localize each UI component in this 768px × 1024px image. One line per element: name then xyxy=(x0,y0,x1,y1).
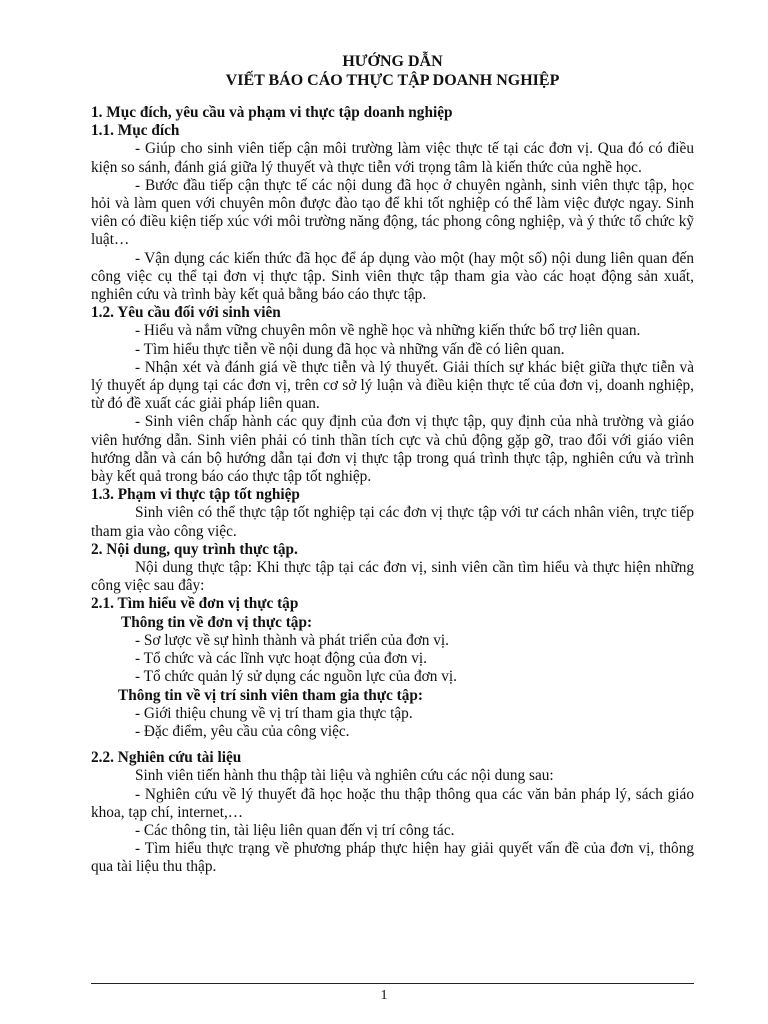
document-body xyxy=(91,52,694,877)
document-title-line1: HƯỚNG DẪN xyxy=(342,53,443,70)
paragraph: - Bước đầu tiếp cận thực tế các nội dung đã học ở chuyên ngành, sinh viên thực tập, học hỏi và làm quen với chuyên môn được đào tạo để khi tốt nghiệp có thể làm việc được ngay. Sinh viên có điều kiện tiếp xúc với môi trường năng động, tác phong công nghiệp, và ý thức tổ chức kỹ luật… xyxy=(91,176,694,249)
list-item: - Sơ lược về sự hình thành và phát triển của đơn vị. xyxy=(135,631,450,649)
paragraph: - Các thông tin, tài liệu liên quan đến vị trí công tác. xyxy=(135,821,455,839)
section-1-1-heading: 1.1. Mục đích xyxy=(91,122,180,140)
spacer xyxy=(91,741,694,749)
section-1-2-heading: 1.2. Yêu cầu đối với sinh viên xyxy=(91,304,281,322)
list-item: - Tổ chức và các lĩnh vực hoạt động của đơn vị. xyxy=(135,650,427,668)
list-item: - Đặc điểm, yêu cầu của công việc. xyxy=(135,722,350,740)
list-item: - Giới thiệu chung về vị trí tham gia thực tập. xyxy=(135,704,413,722)
paragraph: - Vận dụng các kiến thức đã học để áp dụng vào một (hay một số) nội dung liên quan đến công việc cụ thể tại đơn vị thực tập. Sinh viên thực tập tham gia vào các hoạt động sản xuất, nghiên cứu và trình bày kết quả bằng báo cáo thực tập. xyxy=(91,249,694,304)
section-2-heading: 2. Nội dung, quy trình thực tập. xyxy=(91,540,298,558)
paragraph: Sinh viên tiến hành thu thập tài liệu và nghiên cứu các nội dung sau: xyxy=(135,767,554,785)
list-item: - Tổ chức quản lý sử dụng các nguồn lực của đơn vị. xyxy=(135,668,457,686)
page-number: 1 xyxy=(380,988,388,1003)
document-title-line2: VIẾT BÁO CÁO THỰC TẬP DOANH NGHIỆP xyxy=(225,72,560,89)
subheading-position-info: Thông tin về vị trí sinh viên tham gia thực tập: xyxy=(118,686,423,704)
section-1-3-heading: 1.3. Phạm vi thực tập tốt nghiệp xyxy=(91,486,300,504)
footer-divider xyxy=(91,983,694,984)
paragraph: - Hiểu và nắm vững chuyên môn về nghề học và những kiến thức bổ trợ liên quan. xyxy=(135,322,641,340)
paragraph: - Nghiên cứu về lý thuyết đã học hoặc thu thập thông qua các văn bản pháp lý, sách giáo khoa, tạp chí, internet,… xyxy=(91,785,694,821)
subheading-unit-info: Thông tin về đơn vị thực tập: xyxy=(121,613,313,631)
paragraph: - Tìm hiểu thực trạng về phương pháp thực hiện hay giải quyết vấn đề của đơn vị, thông qua tài liệu thu thập. xyxy=(91,840,694,876)
paragraph: - Nhận xét và đánh giá về thực tiễn và lý thuyết. Giải thích sự khác biệt giữa thực tiễn và lý thuyết áp dụng tại các đơn vị, trên cơ sở lý luận và điều kiện thực tế của đơn vị, doanh nghiệp, từ đó đề xuất các giải pháp liên quan. xyxy=(91,358,694,413)
title-gap xyxy=(91,90,694,104)
paragraph: - Giúp cho sinh viên tiếp cận môi trường làm việc thực tế tại các đơn vị. Qua đó có điều kiện so sánh, đánh giá giữa lý thuyết và thực tiễn với trọng tâm là kiến thức của nghề học. xyxy=(91,140,694,176)
paragraph: Nội dung thực tập: Khi thực tập tại các đơn vị, sinh viên cần tìm hiểu và thực hiện những công việc sau đây: xyxy=(91,559,694,595)
section-2-2-heading: 2.2. Nghiên cứu tài liệu xyxy=(91,749,242,767)
paragraph: - Tìm hiểu thực tiễn về nội dung đã học và những vấn đề có liên quan. xyxy=(135,340,565,358)
section-1-heading: 1. Mục đích, yêu cầu và phạm vi thực tập doanh nghiệp xyxy=(91,104,453,121)
paragraph: Sinh viên có thể thực tập tốt nghiệp tại các đơn vị thực tập với tư cách nhân viên, trực tiếp tham gia vào công việc. xyxy=(91,504,694,540)
paragraph: - Sinh viên chấp hành các quy định của đơn vị thực tập, quy định của nhà trường và giáo viên hướng dẫn. Sinh viên phải có tinh thần tích cực và chủ động gặp gỡ, trao đổi với giáo viên hướng dẫn và cán bộ hướng dẫn tại đơn vị thực tập trong quá trình thực tập, nghiên cứu và trình bày kết quả trong báo cáo thực tập tốt nghiệp. xyxy=(91,413,694,486)
section-2-1-heading: 2.1. Tìm hiểu về đơn vị thực tập xyxy=(91,595,299,613)
